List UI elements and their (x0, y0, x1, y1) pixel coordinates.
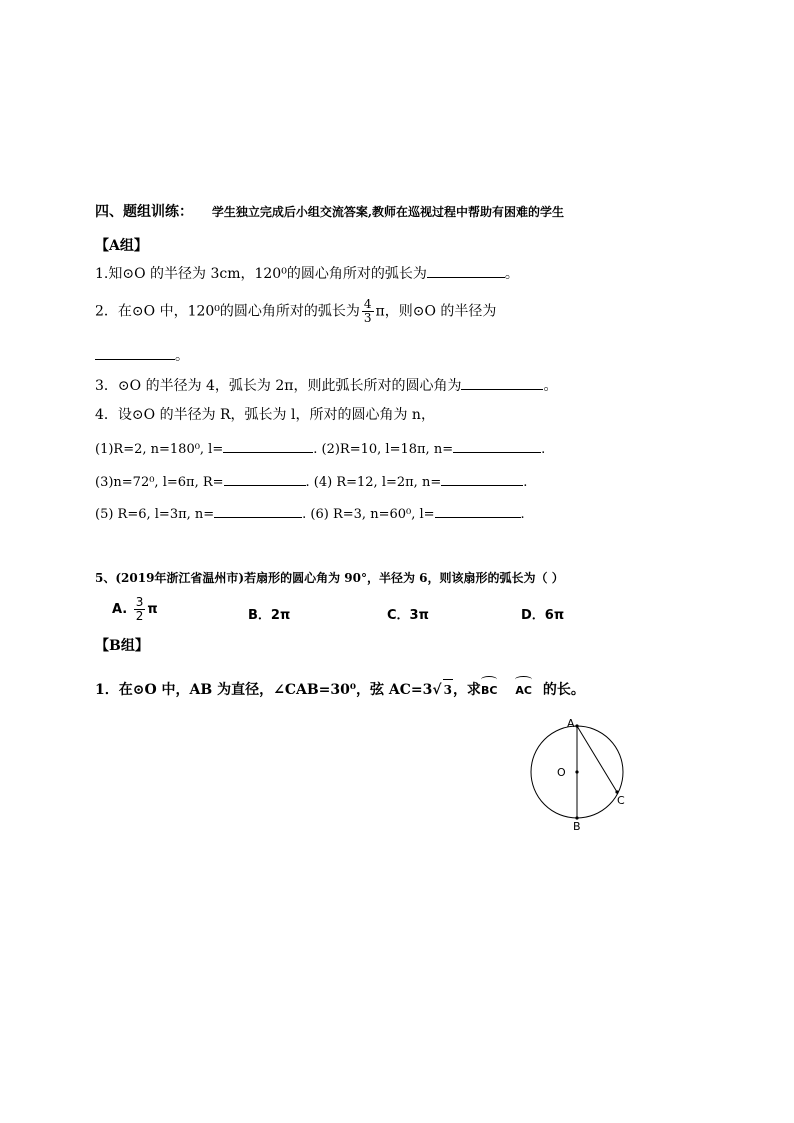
period: . (541, 442, 546, 457)
sub-question-1: (1)R=2, n=180⁰, l= (95, 442, 224, 457)
chord-ac (577, 726, 617, 792)
question-b1-end: 的长。 (538, 682, 585, 698)
question-a5: 5、(2019年浙江省温州市)若扇形的圆心角为 90°，半径为 6，则该扇形的弧长为（ ） (95, 571, 564, 585)
answer-blank[interactable] (224, 471, 306, 486)
answer-blank[interactable] (95, 345, 175, 360)
question-a1-text: 1.知⊙O 的半径为 3cm，120⁰的圆心角所对的弧长为 (95, 266, 427, 282)
answer-blank[interactable] (427, 263, 505, 278)
point-a (575, 724, 578, 727)
group-a-label: 【A组】 (95, 238, 148, 254)
arc-ac: AC (515, 678, 532, 701)
option-a-suffix: π (147, 602, 158, 617)
period: . (520, 507, 525, 522)
answer-blank[interactable] (223, 438, 313, 453)
option-c[interactable]: C．3π (387, 608, 429, 623)
question-end-mark: 。 (175, 348, 189, 364)
fraction-numerator: 4 (363, 297, 372, 311)
label-b: B (573, 820, 581, 833)
sub-question-5: (5) R=6, l=3π, n= (95, 507, 215, 522)
option-d[interactable]: D．6π (521, 608, 565, 623)
label-o: O (557, 766, 566, 779)
fraction-denominator: 2 (135, 609, 144, 623)
option-a-label: A. (112, 602, 128, 617)
answer-blank[interactable] (441, 471, 523, 486)
section-header (95, 202, 564, 222)
question-a3-text: 3．⊙O 的半径为 4，弧长为 2π，则此弧长所对的圆心角为 (95, 378, 462, 394)
label-c: C (617, 794, 625, 807)
sqrt-value: 3 (443, 679, 453, 700)
question-a4-row2 (95, 471, 527, 493)
section-title: 四、题组训练： (95, 204, 193, 220)
answer-blank[interactable] (453, 438, 541, 453)
question-b1 (95, 678, 585, 701)
label-a: A (567, 717, 575, 730)
question-a2 (95, 298, 496, 325)
option-b[interactable]: B．2π (248, 608, 291, 623)
question-b1-mid: ，求 (452, 682, 481, 698)
question-a3 (95, 375, 557, 396)
arc-bc: BC (481, 678, 497, 701)
question-a4: 4．设⊙O 的半径为 R，弧长为 l，所对的圆心角为 n， (95, 407, 435, 423)
period: . (523, 475, 528, 490)
point-o (575, 770, 578, 773)
answer-blank[interactable] (214, 503, 302, 518)
question-a1 (95, 263, 519, 284)
question-end-mark: 。 (504, 266, 519, 282)
section-instruction: 学生独立完成后小组交流答案,教师在巡视过程中帮助有困难的学生 (211, 205, 565, 219)
question-a4-row1 (95, 438, 545, 460)
fraction (362, 298, 374, 325)
question-a4-row3 (95, 503, 525, 525)
sqrt-icon: √ (432, 682, 442, 698)
fraction (134, 596, 146, 623)
question-a2-text: 2．在⊙O 中，120⁰的圆心角所对的弧长为 (95, 303, 360, 320)
sub-question-6: . (6) R=3, n=60⁰, l= (302, 507, 435, 522)
sub-question-4: . (4) R=12, l=2π, n= (305, 475, 442, 490)
answer-blank[interactable] (435, 503, 521, 518)
question-b1-text: 1．在⊙O 中，AB 为直径，∠CAB=30⁰，弦 AC=3 (95, 682, 433, 698)
question-a2-text-end: π，则⊙O 的半径为 (375, 303, 497, 320)
group-b-label: 【B组】 (95, 638, 149, 654)
answer-blank[interactable] (461, 375, 543, 390)
question-end-mark: 。 (543, 378, 558, 394)
sub-question-3: (3)n=72⁰, l=6π, R= (95, 475, 224, 490)
fraction-denominator: 3 (363, 311, 372, 325)
sub-question-2: . (2)R=10, l=18π, n= (313, 442, 454, 457)
fraction-numerator: 3 (135, 595, 144, 609)
option-a[interactable] (112, 596, 158, 623)
circle-figure (520, 712, 660, 837)
question-a2-answer-line (95, 345, 189, 366)
